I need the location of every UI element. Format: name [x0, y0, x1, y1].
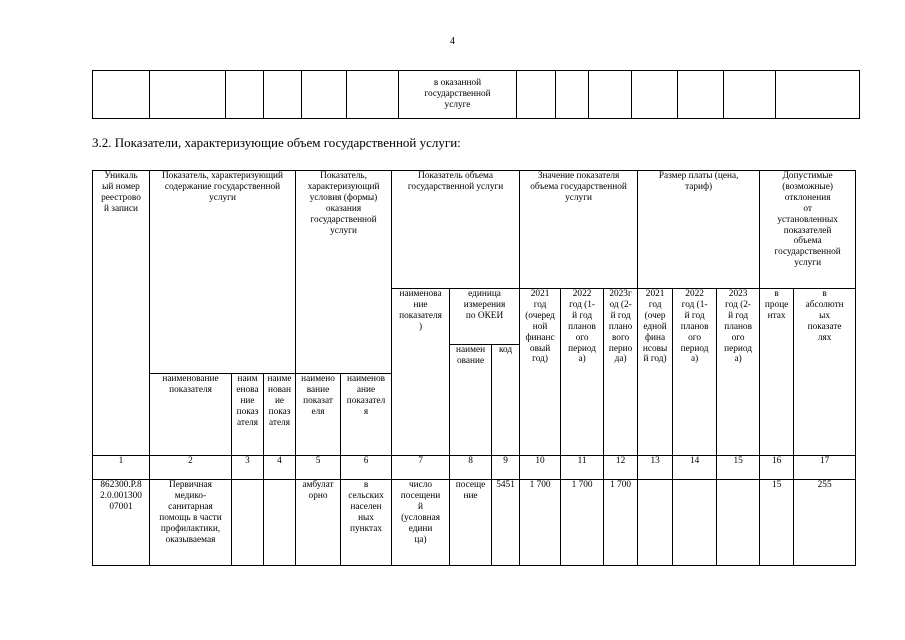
- header-fee: Размер платы (цена, тариф): [638, 171, 760, 289]
- table-cell: [556, 71, 589, 119]
- column-number: 10: [520, 456, 561, 480]
- column-number: 1: [93, 456, 150, 480]
- table-row: [93, 480, 856, 566]
- cell-content: Первичная медико- санитарная помощь в части профилактики, оказываемая: [150, 480, 232, 566]
- header-indicator-name-1: наименование показателя: [150, 374, 232, 456]
- cell-unit-code: 5451: [492, 480, 520, 566]
- cell-val-2023: 1 700: [604, 480, 638, 566]
- header-indicator-name-5: наименов ание показател я: [341, 374, 392, 456]
- column-number: 14: [673, 456, 717, 480]
- table-row: [93, 71, 860, 119]
- header-unit-okei: единица измерения по ОКЕИ: [450, 289, 520, 345]
- header-fee-2023: 2023 год (2- й год планов ого период а): [717, 289, 760, 456]
- cell-content-3: [232, 480, 264, 566]
- header-volume-name: наименова ние показателя ): [392, 289, 450, 456]
- cell-dev-absolute: 255: [794, 480, 856, 566]
- column-number: 13: [638, 456, 673, 480]
- column-number: 8: [450, 456, 492, 480]
- header-unit-code: код: [492, 345, 520, 456]
- table-cell: [264, 71, 302, 119]
- header-volume-indicator: Показатель объема государственной услуги: [392, 171, 520, 289]
- cell-val-2022: 1 700: [561, 480, 604, 566]
- column-number: 15: [717, 456, 760, 480]
- header-indicator-name-4: наимено вание показат еля: [296, 374, 341, 456]
- column-number-row: [93, 456, 856, 480]
- cell-content-4: [264, 480, 296, 566]
- table-cell: [678, 71, 724, 119]
- table-cell: [150, 71, 226, 119]
- header-volume-value: Значение показателя объема государственной услуги: [520, 171, 638, 289]
- cell-dev-percent: 15: [760, 480, 794, 566]
- header-dev-percent: в проце нтах: [760, 289, 794, 456]
- table-cell: [347, 71, 399, 119]
- volume-indicators-table: [92, 170, 856, 566]
- cell-val-2021: 1 700: [520, 480, 561, 566]
- table-cell: [517, 71, 556, 119]
- header-indicator-name-2: наим енова ние показ ателя: [232, 374, 264, 456]
- header-unit-name: наимен ование: [450, 345, 492, 456]
- table-cell: [93, 71, 150, 119]
- header-dev-absolute: в абсолютн ых показате лях: [794, 289, 856, 456]
- section-title: 3.2. Показатели, характеризующие объем государственной услуги:: [92, 135, 461, 150]
- column-number: 7: [392, 456, 450, 480]
- column-number: 3: [232, 456, 264, 480]
- previous-table-continuation: [92, 70, 860, 119]
- header-val-2023: 2023г од (2- й год плано вого перио да): [604, 289, 638, 456]
- cell-indicator-name: число посещени й (условная едини ца): [392, 480, 450, 566]
- table-cell: [632, 71, 678, 119]
- header-unique-number: Уникаль ый номер реестрово й записи: [93, 171, 150, 456]
- header-conditions-indicator: Показатель, характеризующий условия (формы) оказания государственной услуги: [296, 171, 392, 374]
- header-val-2021: 2021 год (очеред ной финанс овый год): [520, 289, 561, 456]
- table-cell: [226, 71, 264, 119]
- header-deviation: Допустимые (возможные) отклонения от установленных показателей объема государственной услуги: [760, 171, 856, 289]
- column-number: 6: [341, 456, 392, 480]
- header-content-indicator: Показатель, характеризующий содержание государственной услуги: [150, 171, 296, 374]
- column-number: 17: [794, 456, 856, 480]
- table-cell: в оказанной государственной услуге: [399, 71, 517, 119]
- cell-unique-number: 862300.Р.8 2.0.001300 07001: [93, 480, 150, 566]
- cell-fee-2022: [673, 480, 717, 566]
- cell-condition-2: в сельских населен ных пунктах: [341, 480, 392, 566]
- page-number: 4: [450, 36, 455, 47]
- table-cell: [302, 71, 347, 119]
- column-number: 9: [492, 456, 520, 480]
- cell-fee-2021: [638, 480, 673, 566]
- column-number: 2: [150, 456, 232, 480]
- column-number: 12: [604, 456, 638, 480]
- table-header-row: [93, 171, 856, 289]
- column-number: 16: [760, 456, 794, 480]
- header-fee-2022: 2022 год (1- й год планов ого период а): [673, 289, 717, 456]
- column-number: 11: [561, 456, 604, 480]
- column-number: 5: [296, 456, 341, 480]
- table-cell: [724, 71, 776, 119]
- cell-fee-2023: [717, 480, 760, 566]
- table-cell: [589, 71, 632, 119]
- header-indicator-name-3: наиме нован ие показ ателя: [264, 374, 296, 456]
- column-number: 4: [264, 456, 296, 480]
- header-fee-2021: 2021 год (очер едной фина нсовы й год): [638, 289, 673, 456]
- cell-unit-name: посеще ние: [450, 480, 492, 566]
- table-cell: [776, 71, 860, 119]
- header-val-2022: 2022 год (1- й год планов ого период а): [561, 289, 604, 456]
- cell-condition-1: амбулат орно: [296, 480, 341, 566]
